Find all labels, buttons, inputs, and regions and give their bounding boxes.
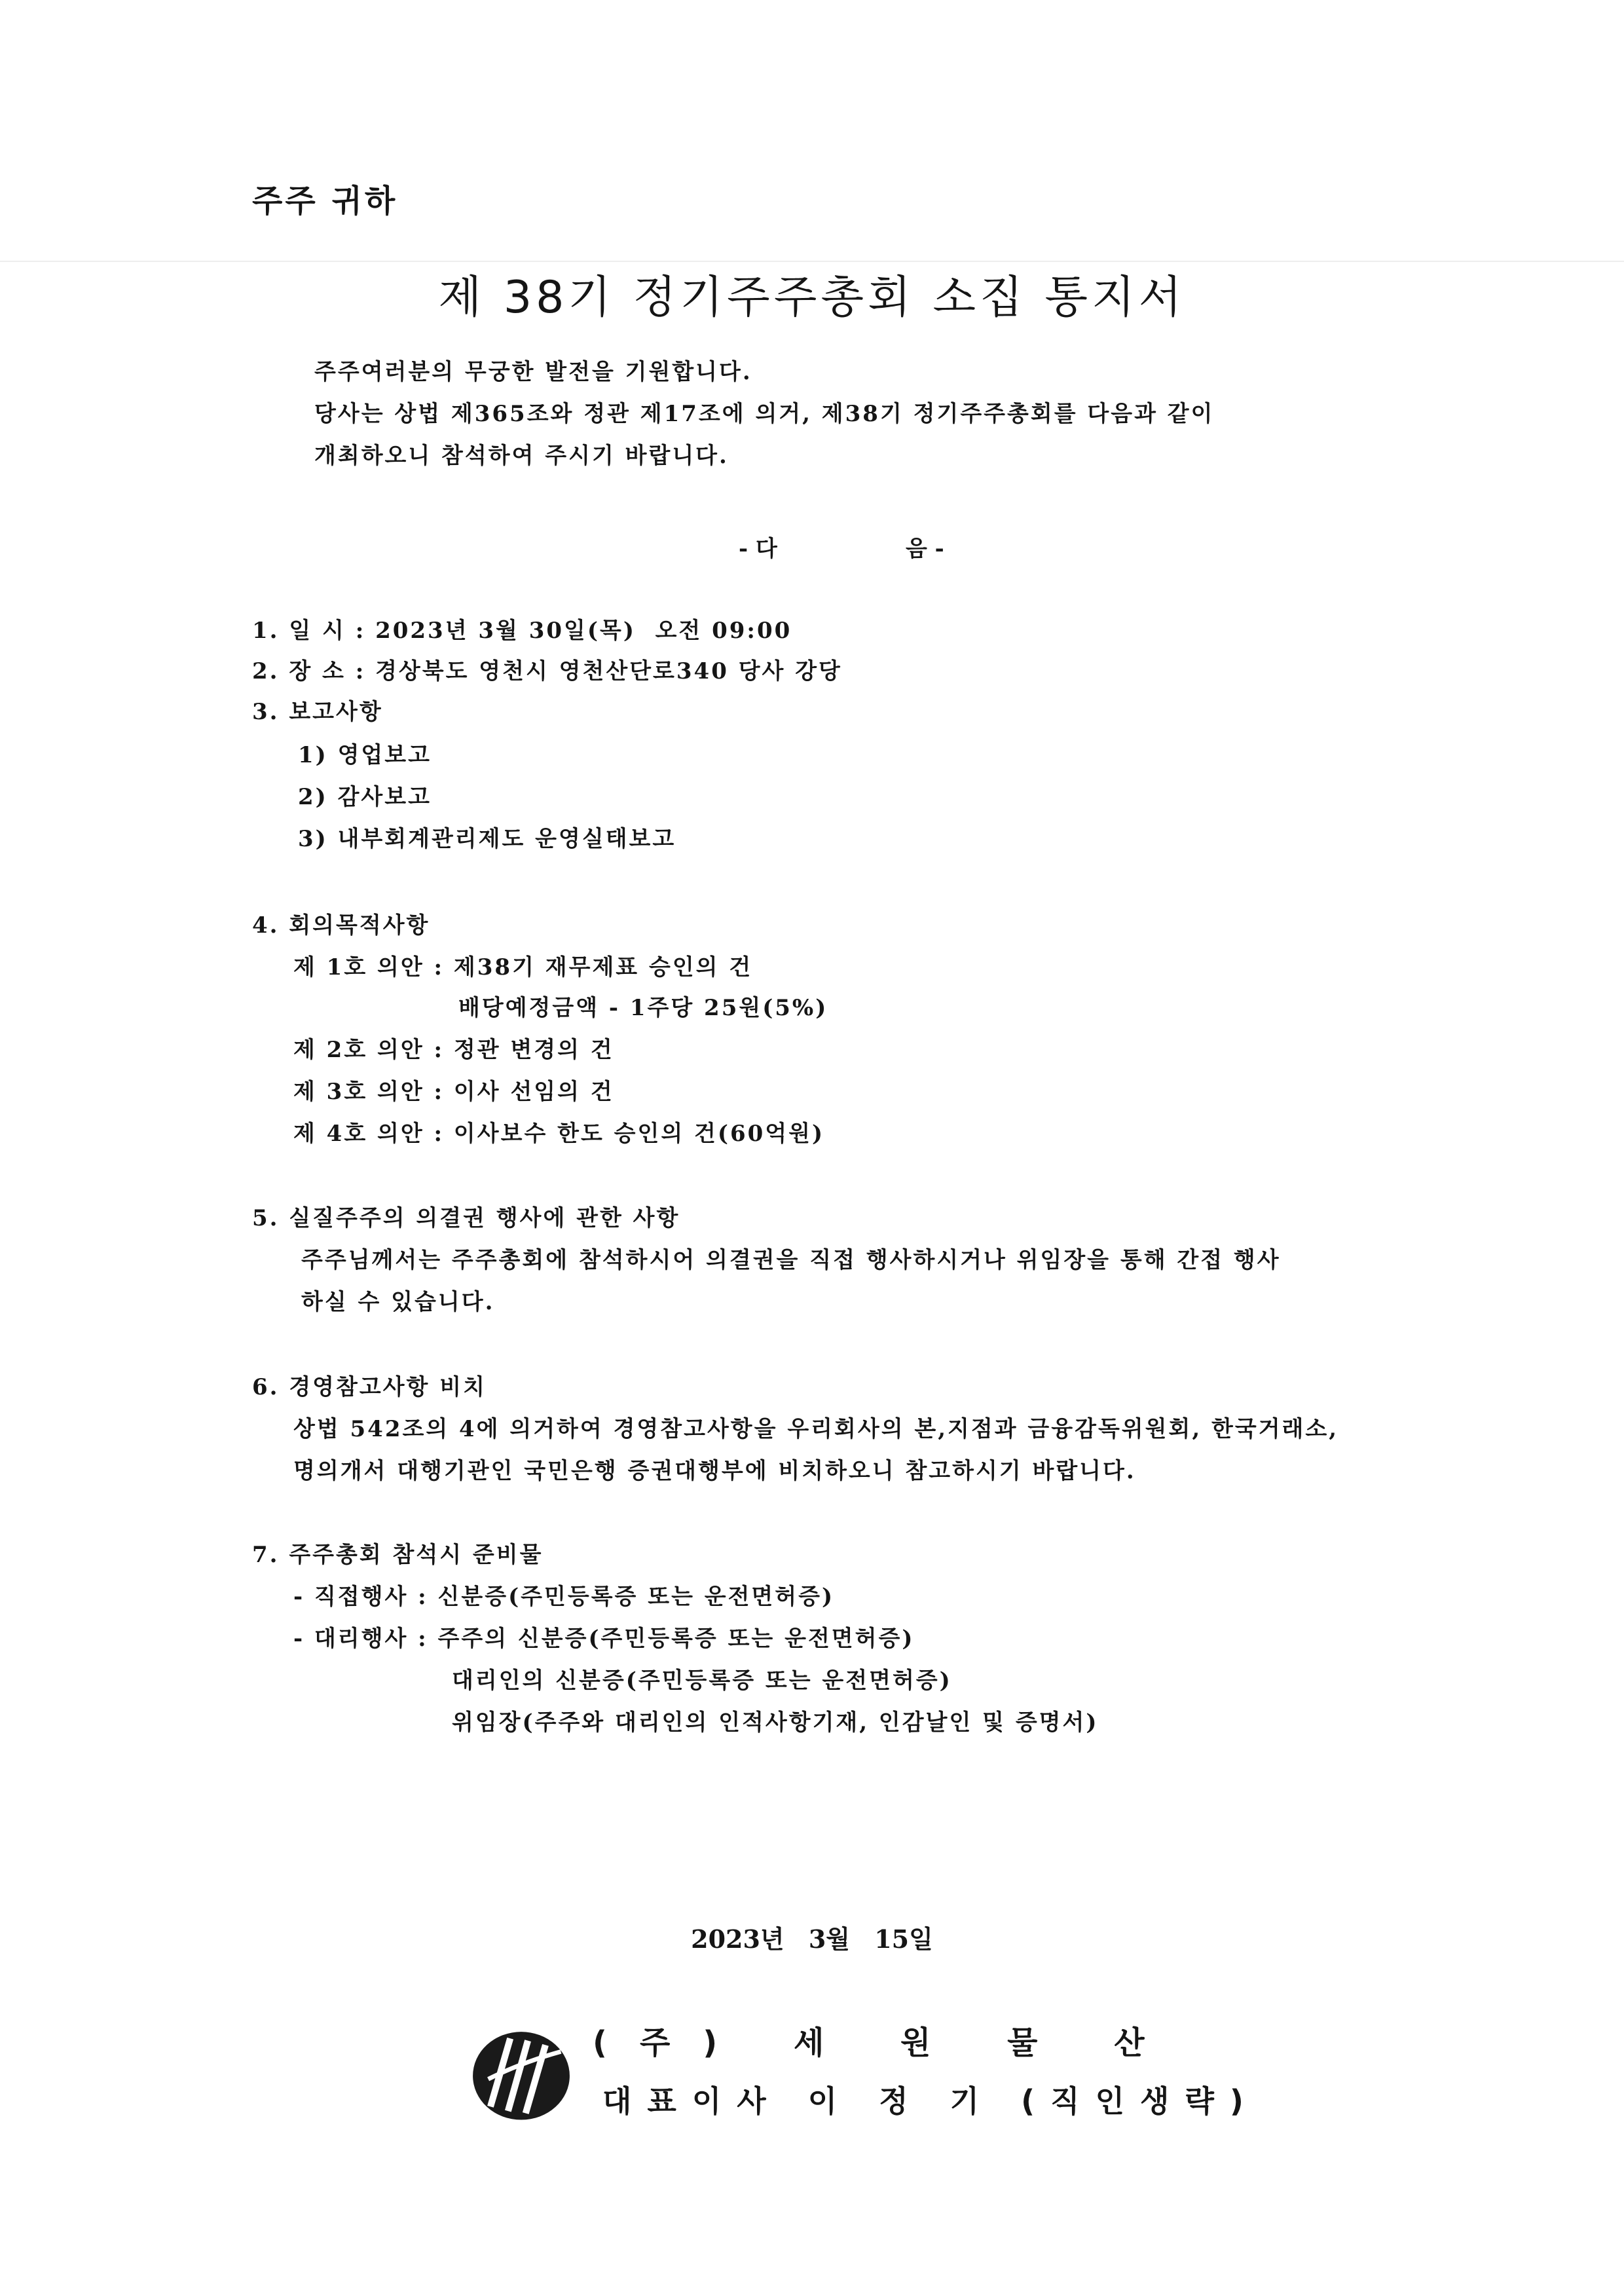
agenda-item-1: 제 1호 의안 : 제38기 재무제표 승인의 건: [293, 954, 753, 980]
reference-text-line-1: 상법 542조의 4에 의거하여 경영참고사항을 우리회사의 본,지점과 금융감독위원회, 한국거래소,: [293, 1416, 1339, 1442]
company-name: (주) 세 원 물 산: [593, 2024, 1177, 2061]
preparation-proxy: - 대리행사 : 주주의 신분증(주민등록증 또는 운전면허증): [293, 1626, 915, 1652]
agenda-item-4: 제 4호 의안 : 이사보수 한도 승인의 건(60억원): [293, 1121, 825, 1147]
report-item-2: 2) 감사보고: [298, 784, 432, 810]
voting-text-line-1: 주주님께서는 주주총회에 참석하시어 의결권을 직접 행사하시거나 위임장을 통해 간접 행사: [301, 1247, 1281, 1273]
item-agenda-heading: 4. 회의목적사항: [252, 912, 430, 939]
heading-left: - 다: [739, 536, 777, 562]
item-voting-heading: 5. 실질주주의 의결권 행사에 관한 사항: [252, 1205, 680, 1231]
item-reference-heading: 6. 경영참고사항 비치: [252, 1374, 487, 1400]
intro-line-2: 당사는 상법 제365조와 정관 제17조에 의거, 제38기 정기주주총회를 다음과 같이: [314, 401, 1215, 427]
intro-line-3: 개최하오니 참석하여 주시기 바랍니다.: [314, 443, 729, 469]
preparation-direct: - 직접행사 : 신분증(주민등록증 또는 운전면허증): [293, 1584, 835, 1610]
item-preparation-heading: 7. 주주총회 참석시 준비물: [252, 1542, 544, 1568]
voting-text-line-2: 하실 수 있습니다.: [301, 1289, 495, 1315]
item-reports-heading: 3. 보고사항: [252, 699, 383, 725]
agenda-item-2: 제 2호 의안 : 정관 변경의 건: [293, 1037, 614, 1063]
preparation-proxy-letter: 위임장(주주와 대리인의 인적사항기재, 인감날인 및 증명서): [452, 1709, 1099, 1736]
report-item-1: 1) 영업보고: [298, 742, 432, 768]
representative-name: 대표이사 이 정 기 (직인생략): [602, 2083, 1259, 2119]
addressee: 주주 귀하: [252, 183, 398, 219]
notice-date: 2023년 3월 15일: [691, 1924, 933, 1954]
item-schedule: 1. 일 시 : 2023년 3월 30일(목) 오전 09:00: [252, 618, 792, 644]
company-logo-icon: [466, 2019, 576, 2129]
page-title: 제 38기 정기주주총회 소집 통지서: [438, 272, 1186, 324]
report-item-3: 3) 내부회계관리제도 운영실태보고: [298, 826, 676, 852]
reference-text-line-2: 명의개서 대행기관인 국민은행 증권대행부에 비치하오니 참고하시기 바랍니다.: [293, 1458, 1136, 1484]
agenda-item-3: 제 3호 의안 : 이사 선임의 건: [293, 1079, 614, 1105]
preparation-proxy-id: 대리인의 신분증(주민등록증 또는 운전면허증): [452, 1668, 952, 1694]
agenda-item-1-dividend: 배당예정금액 - 1주당 25원(5%): [458, 995, 828, 1021]
item-location: 2. 장 소 : 경상북도 영천시 영천산단로340 당사 강당: [252, 658, 842, 684]
intro-line-1: 주주여러분의 무궁한 발전을 기원합니다.: [314, 359, 752, 385]
heading-right: 음 -: [906, 536, 944, 562]
